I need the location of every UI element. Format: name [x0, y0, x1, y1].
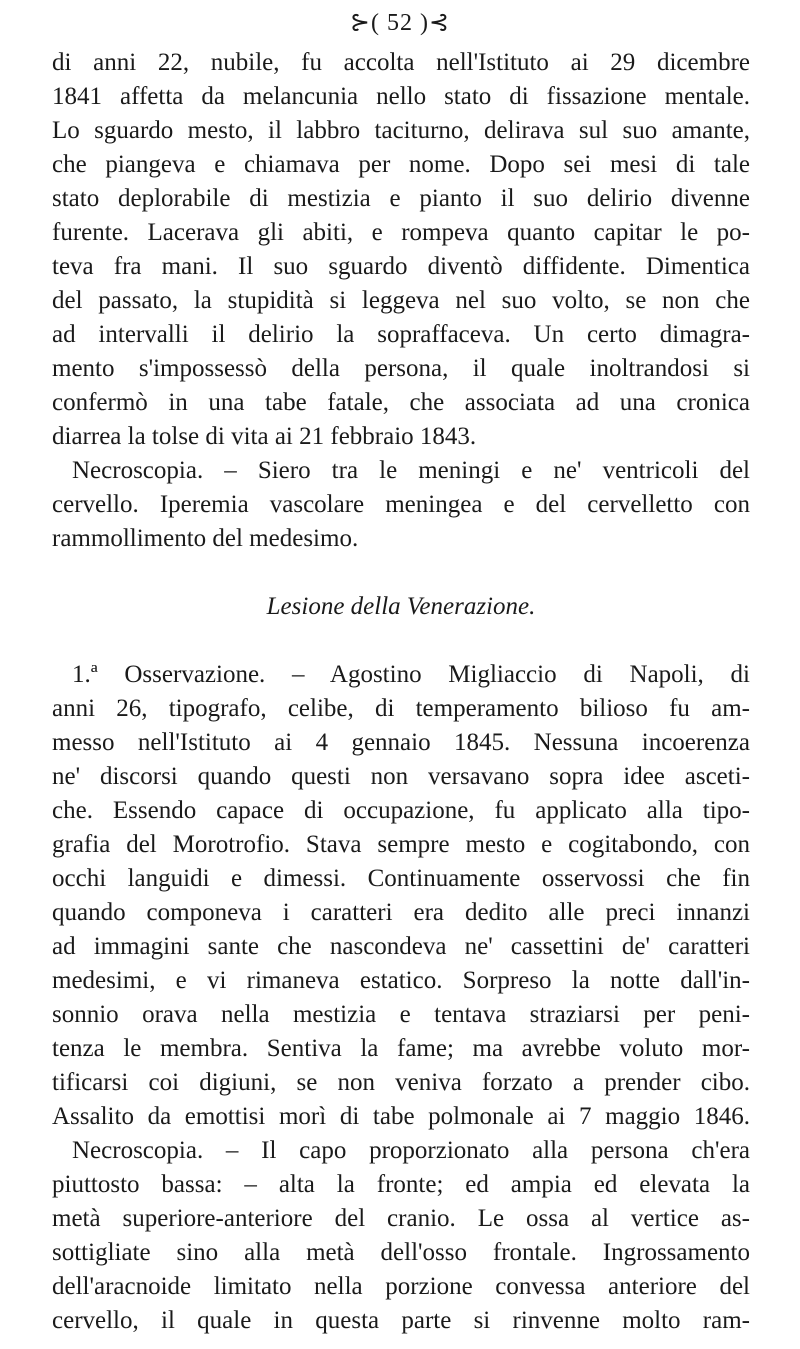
- text-line: rammollimento del medesimo.: [52, 525, 359, 552]
- text-line: Lo sguardo mesto, il labbro taciturno, delirava sul suo amante,: [52, 117, 750, 144]
- case-text-block: [52, 46, 750, 1338]
- text-line: del passato, la stupidità si leggeva nel suo volto, se non che: [52, 287, 750, 314]
- text-line: quando componeva i caratteri era dedito alle preci innanzi: [52, 899, 750, 926]
- text-line: sottigliate sino alla metà dell'osso frontale. Ingrossamento: [52, 1239, 750, 1266]
- text-line: anni 26, tipografo, celibe, di temperamento bilioso fu am-: [52, 695, 750, 722]
- text-line: grafia del Morotrofio. Stava sempre mesto e cogitabondo, con: [52, 831, 750, 858]
- text-line: stato deplorabile di mestizia e pianto il suo delirio divenne: [52, 185, 750, 212]
- text-line: ne' discorsi quando questi non versavano sopra idee asceti-: [52, 763, 750, 790]
- text-line: cervello, il quale in questa parte si rinvenne molto ram-: [52, 1307, 750, 1334]
- section-heading: Lesione della Venerazione.: [266, 593, 536, 620]
- text-line: confermò in una tabe fatale, che associata ad una cronica: [52, 389, 750, 416]
- page-number-header: ⊱( 52 )⊰: [349, 10, 451, 36]
- text-line: metà superiore-anteriore del cranio. Le ossa al vertice as-: [52, 1205, 750, 1232]
- text-line: messo nell'Istituto ai 4 gennaio 1845. Nessuna incoerenza: [52, 729, 750, 756]
- text-line: Necroscopia. – Il capo proporzionato alla persona ch'era: [72, 1137, 750, 1164]
- text-line: piuttosto bassa: – alta la fronte; ed ampia ed elevata la: [52, 1171, 750, 1198]
- text-line: sonnio orava nella mestizia e tentava straziarsi per peni-: [52, 1001, 750, 1028]
- text-line: che. Essendo capace di occupazione, fu applicato alla tipo-: [52, 797, 750, 824]
- text-line: cervello. Iperemia vascolare meningea e del cervelletto con: [52, 491, 750, 518]
- text-line: dell'aracnoide limitato nella porzione convessa anteriore del: [52, 1273, 750, 1300]
- section-gap: [52, 556, 750, 590]
- text-line: che piangeva e chiamava per nome. Dopo sei mesi di tale: [52, 151, 750, 178]
- text-line: mento s'impossessò della persona, il quale inoltrandosi si: [52, 355, 750, 382]
- text-line: teva fra mani. Il suo sguardo diventò diffidente. Dimentica: [52, 253, 750, 280]
- text-line: 1.ª Osservazione. – Agostino Migliaccio di Napoli, di: [72, 661, 750, 688]
- text-line: tificarsi coi digiuni, se non veniva forzato a prender cibo.: [52, 1069, 750, 1096]
- text-line: di anni 22, nubile, fu accolta nell'Istituto ai 29 dicembre: [52, 49, 750, 76]
- text-line: Assalito da emottisi morì di tabe polmonale ai 7 maggio 1846.: [52, 1103, 750, 1130]
- text-line: occhi languidi e dimessi. Continuamente osservossi che fin: [52, 865, 750, 892]
- text-line: diarrea la tolse di vita ai 21 febbraio 1843.: [52, 423, 477, 450]
- text-line: 1841 affetta da melancunia nello stato di fissazione mentale.: [52, 83, 750, 110]
- text-line: ad intervalli il delirio la sopraffaceva. Un certo dimagra-: [52, 321, 750, 348]
- text-line: Necroscopia. – Siero tra le meningi e ne' ventricoli del: [72, 457, 750, 484]
- text-line: medesimi, e vi rimaneva estatico. Sorpreso la notte dall'in-: [52, 967, 750, 994]
- text-line: ad immagini sante che nascondeva ne' cassettini de' caratteri: [52, 933, 750, 960]
- section-gap: [52, 624, 750, 658]
- text-line: furente. Lacerava gli abiti, e rompeva quanto capitar le po-: [52, 219, 750, 246]
- text-line: tenza le membra. Sentiva la fame; ma avrebbe voluto mor-: [52, 1035, 750, 1062]
